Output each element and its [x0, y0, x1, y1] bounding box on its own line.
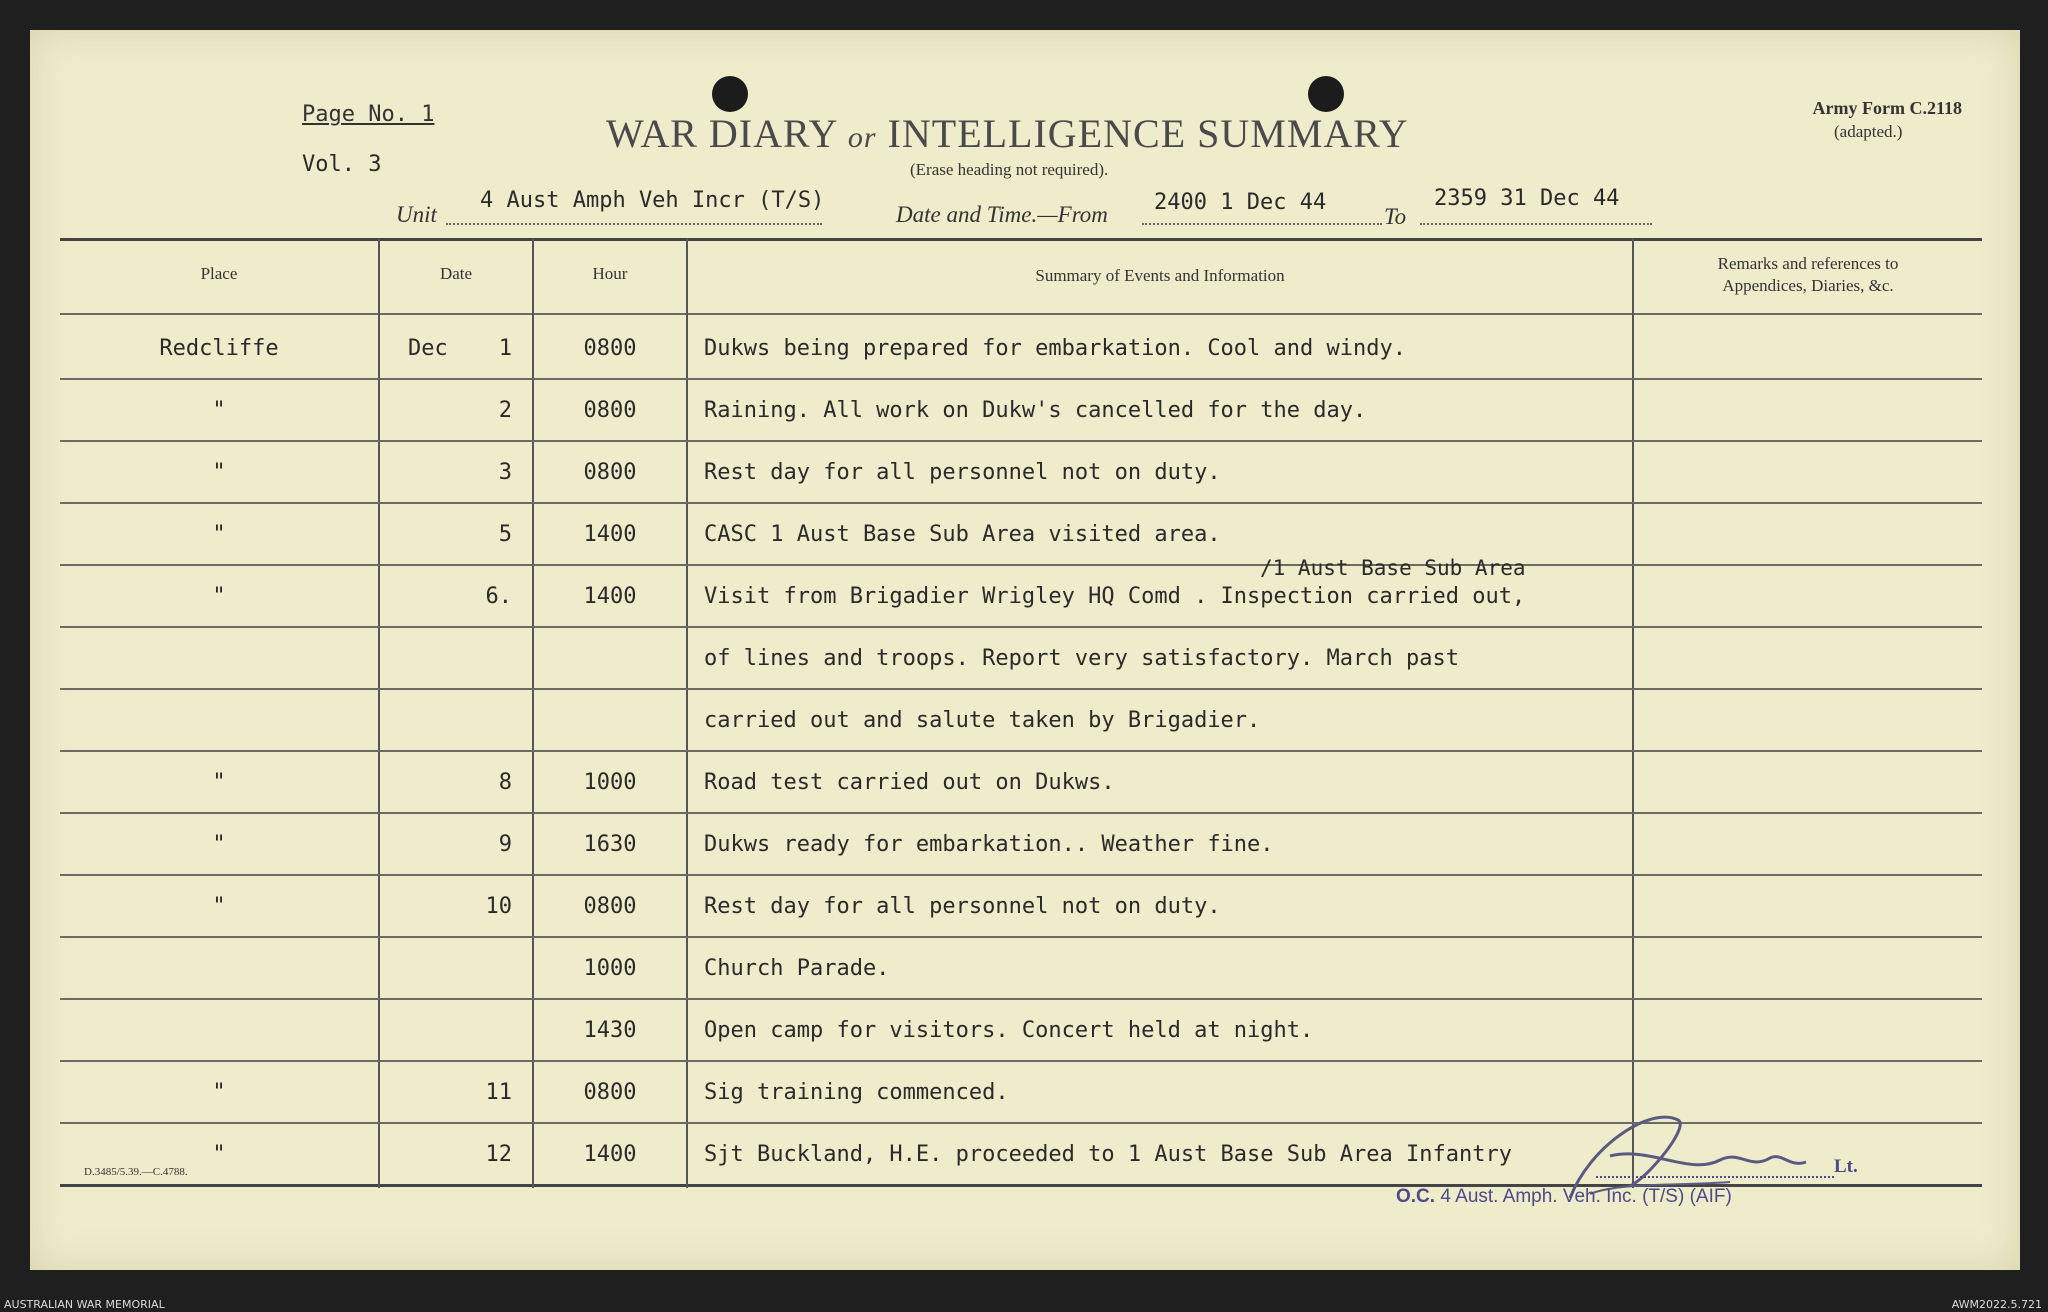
col-header-place: Place: [200, 264, 238, 283]
row-day: 9: [498, 832, 512, 857]
row-place: ": [212, 460, 226, 485]
row-rule: [60, 440, 1982, 442]
to-value: 2359 31 Dec 44: [1434, 186, 1620, 211]
row-day: 2: [498, 398, 512, 423]
col-divider-summary: [1632, 238, 1634, 1188]
row-day: 5: [498, 522, 512, 547]
col-header-remarks-line1: Remarks and references to: [1717, 254, 1899, 273]
row-rule: [60, 1060, 1982, 1062]
row-summary: Dukws being prepared for embarkation. Cool and windy.: [704, 336, 1406, 361]
row-summary: Open camp for visitors. Concert held at night.: [704, 1018, 1314, 1043]
row-rule: [60, 502, 1982, 504]
erase-note: (Erase heading not required).: [910, 160, 1109, 179]
signature-dotted-line: [1596, 1176, 1834, 1178]
header-rule: [60, 313, 1982, 315]
row-hour: 0800: [583, 460, 637, 485]
col-header-summary: Summary of Events and Information: [1035, 266, 1285, 285]
row-rule: [60, 564, 1982, 566]
row-hour: 1630: [583, 832, 637, 857]
row-place: ": [212, 584, 226, 609]
row-hour: 1000: [583, 770, 637, 795]
row-summary: Dukws ready for embarkation.. Weather fine.: [704, 832, 1274, 857]
row-place: ": [212, 1142, 226, 1167]
row-day: 12: [485, 1142, 512, 1167]
row-place: Redcliffe: [159, 336, 279, 361]
col-header-remarks-line2: Appendices, Diaries, &c.: [1722, 276, 1894, 295]
row-hour: 1000: [583, 956, 637, 981]
row-rule: [60, 998, 1982, 1000]
unit-dotted-line: [446, 223, 822, 225]
row-rule: [60, 626, 1982, 628]
unit-stamp: [1396, 1186, 1732, 1208]
row-day: 11: [485, 1080, 512, 1105]
row-hour: 1400: [583, 584, 637, 609]
diary-page: [30, 30, 2020, 1270]
row-rule: [60, 750, 1982, 752]
row-place: ": [212, 522, 226, 547]
row-hour: 1430: [583, 1018, 637, 1043]
col-header-date: Date: [439, 264, 473, 283]
to-dotted-line: [1420, 223, 1652, 225]
row-rule: [60, 936, 1982, 938]
row-hour: 0800: [583, 336, 637, 361]
row-hour: 0800: [583, 398, 637, 423]
row-day: 10: [485, 894, 512, 919]
punch-hole-left: [712, 76, 748, 112]
row-day: 3: [498, 460, 512, 485]
rank-lt: Lt.: [1834, 1156, 1858, 1177]
row-rule: [60, 688, 1982, 690]
row-summary: Raining. All work on Dukw's cancelled for the day.: [704, 398, 1367, 423]
row-day: 6.: [485, 584, 512, 609]
army-form-adapted: (adapted.): [1834, 122, 1903, 141]
row-summary: Visit from Brigadier Wrigley HQ Comd . Inspection carried out,: [704, 584, 1526, 609]
row-hour: 0800: [583, 1080, 637, 1105]
row-day: 8: [498, 770, 512, 795]
volume: Vol. 3: [302, 152, 382, 177]
row-summary: Rest day for all personnel not on duty.: [704, 460, 1221, 485]
row-hour: 0800: [583, 894, 637, 919]
col-header-hour: Hour: [592, 264, 628, 283]
row-rule: [60, 378, 1982, 380]
row-rule: [60, 812, 1982, 814]
row-month: Dec: [408, 336, 448, 361]
caption-right: AWM2022.5.721: [1951, 1298, 2042, 1311]
title-war-diary: WAR DIARY: [606, 111, 837, 156]
row-place: ": [212, 398, 226, 423]
form-title: [606, 110, 1409, 157]
row-summary: Sig training commenced.: [704, 1080, 1009, 1105]
to-label: To: [1384, 204, 1407, 229]
row-place: ": [212, 832, 226, 857]
row-place: ": [212, 770, 226, 795]
row-place: ": [212, 894, 226, 919]
stamp-unit: 4 Aust. Amph. Veh. Inc. (T/S) (AIF): [1440, 1186, 1732, 1207]
row-place: ": [212, 1080, 226, 1105]
row-summary: Sjt Buckland, H.E. proceeded to 1 Aust Base Sub Area Infantry: [704, 1142, 1512, 1167]
army-form-number: Army Form C.2118: [1812, 98, 1962, 118]
unit-value: 4 Aust Amph Veh Incr (T/S): [480, 188, 825, 213]
row-summary: Church Parade.: [704, 956, 890, 981]
caption-left: AUSTRALIAN WAR MEMORIAL: [4, 1298, 165, 1311]
row-hour: 1400: [583, 522, 637, 547]
from-dotted-line: [1142, 223, 1382, 225]
row-rule: [60, 874, 1982, 876]
row-summary: CASC 1 Aust Base Sub Area visited area.: [704, 522, 1221, 547]
title-intelligence-summary: INTELLIGENCE SUMMARY: [887, 111, 1409, 156]
row-summary: Rest day for all personnel not on duty.: [704, 894, 1221, 919]
unit-label: Unit: [396, 202, 437, 227]
col-divider-place: [378, 238, 380, 1188]
diary-table: [60, 238, 1982, 1188]
col-divider-hour: [686, 238, 688, 1188]
row-summary: carried out and salute taken by Brigadier.: [704, 708, 1261, 733]
row-summary: of lines and troops. Report very satisfactory. March past: [704, 646, 1459, 671]
stamp-oc: O.C.: [1396, 1186, 1436, 1207]
form-code: D.3485/5.39.—C.4788.: [84, 1166, 188, 1178]
table-top-rule: [60, 238, 1982, 241]
date-time-label: Date and Time.—From: [896, 202, 1108, 227]
row-day: 1: [498, 336, 512, 361]
col-divider-date: [532, 238, 534, 1188]
row-summary-insertion: /1 Aust Base Sub Area: [1260, 556, 1526, 580]
from-value: 2400 1 Dec 44: [1154, 190, 1327, 215]
title-or: or: [847, 121, 877, 154]
row-hour: 1400: [583, 1142, 637, 1167]
row-summary: Road test carried out on Dukws.: [704, 770, 1115, 795]
punch-hole-right: [1308, 76, 1344, 112]
page-number: Page No. 1: [302, 102, 435, 127]
